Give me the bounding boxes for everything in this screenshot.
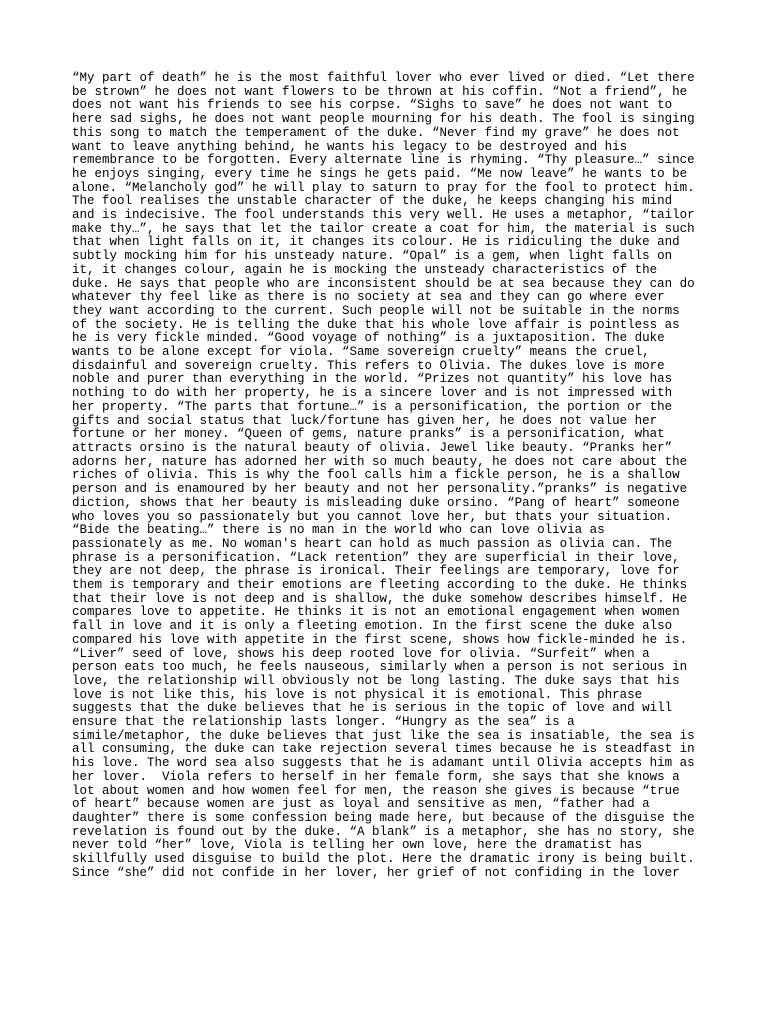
text-line: The fool realises the unstable character of the duke, he keeps changing his mind [72,194,673,209]
text-line: “Liver” seed of love, shows his deep rooted love for olivia. “Surfeit” when a [72,646,650,661]
text-line: wants to be alone except for viola. “Same sovereign cruelty” means the cruel, [72,345,650,360]
text-line: person eats too much, he feels nauseous, similarly when a person is not serious in [72,660,688,675]
text-line: they are not deep, the phrase is ironical. Their feelings are temporary, love for [72,564,680,579]
text-line: he is very fickle minded. “Good voyage of nothing” is a juxtaposition. The duke [72,331,665,346]
text-line: and is indecisive. The fool understands this very well. He uses a metaphor, “tailor [72,208,695,223]
text-line: compared his love with appetite in the first scene, shows how fickle-minded he is. [72,632,688,647]
text-line: compares love to appetite. He thinks it is not an emotional engagement when women [72,605,680,620]
text-line: it, it changes colour, again he is mocking the unsteady characteristics of the [72,262,658,277]
text-line: fall in love and it is only a fleeting emotion. In the first scene the duke also [72,619,673,634]
text-line: that their love is not deep and is shallow, the duke somehow describes himself. He [72,591,688,606]
text-line: “Bide the beating…” there is no man in the world who can love olivia as [72,523,605,538]
text-line: his love. The word sea also suggests that he is adamant until Olivia accepts him as [72,756,695,771]
text-line: that when light falls on it, it changes its colour. He is ridiculing the duke and [72,235,680,250]
text-line: of heart” because women are just as loyal and sensitive as men, “father had a [72,797,650,812]
text-line: passionately as me. No woman's heart can hold as much passion as olivia can. The [72,536,673,551]
text-line: alone. “Melancholy god” he will play to saturn to pray for the fool to protect him. [72,180,695,195]
text-line: duke. He says that people who are inconsistent should be at sea because they can do [72,276,695,291]
text-line: phrase is a personification. “Lack retention” they are superficial in their love, [72,550,680,565]
text-line: riches of olivia. This is why the fool calls him a fickle person, he is a shallow [72,468,680,483]
text-line: this song to match the temperament of the duke. “Never find my grave” he does not [72,125,680,140]
text-line: never told “her” love, Viola is telling her own love, here the dramatist has [72,838,643,853]
text-line: suggests that the duke believes that he is serious in the topic of love and will [72,701,673,716]
text-line: them is temporary and their emotions are fleeting according to the duke. He thinks [72,578,688,593]
text-line: revelation is found out by the duke. “A blank” is a metaphor, she has no story, she [72,824,695,839]
text-line: disdainful and sovereign cruelty. This refers to Olivia. The dukes love is more [72,358,665,373]
text-line: fortune or her money. “Queen of gems, nature pranks” is a personification, what [72,427,665,442]
text-line: all consuming, the duke can take rejection several times because he is steadfast in [72,742,695,757]
text-line: make thy…”, he says that let the tailor create a coat for him, the material is such [72,221,695,236]
text-line: he enjoys singing, every time he sings he gets paid. “Me now leave” he wants to be [72,166,688,181]
text-line: love, the relationship will obviously not be long lasting. The duke says that his [72,673,680,688]
text-line: “My part of death” he is the most faithful lover who ever lived or died. “Let there [72,71,695,85]
text-line: diction, shows that her beauty is misleading duke orsino. “Pang of heart” someone [72,495,680,510]
text-line: here sad sighs, he does not want people mourning for his death. The fool is singing [72,112,695,127]
text-line: of the society. He is telling the duke that his whole love affair is pointless as [72,317,680,332]
body-text [72,72,702,880]
text-line: Since “she” did not confide in her lover, her grief of not confiding in the lover [72,865,680,880]
text-line: simile/metaphor, the duke believes that just like the sea is insatiable, the sea is [72,728,695,743]
text-line: who loves you so passionately but you cannot love her, but thats your situation. [72,509,673,524]
text-line: does not want his friends to see his corpse. “Sighs to save” he does not want to [72,98,673,113]
text-line: whatever thy feel like as there is no society at sea and they can go where ever [72,290,665,305]
text-line: be strown” he does not want flowers to be thrown at his coffin. “Not a friend”, he [72,84,688,99]
text-line: gifts and social status that luck/fortune has given her, he does not value her [72,413,658,428]
text-line: love is not like this, his love is not physical it is emotional. This phrase [72,687,643,702]
text-line: subtly mocking him for his unsteady nature. “Opal” is a gem, when light falls on [72,249,673,264]
text-line: person and is enamoured by her beauty and not her personality.”pranks” is negative [72,482,688,497]
text-line: her property. “The parts that fortune…” is a personification, the portion or the [72,399,673,414]
text-line: adorns her, nature has adorned her with so much beauty, he does not care about the [72,454,688,469]
text-line: lot about women and how women feel for men, the reason she gives is because “true [72,783,680,798]
text-line: attracts orsino is the natural beauty of olivia. Jewel like beauty. “Pranks her” [72,440,673,455]
text-line: noble and purer than everything in the world. “Prizes not quantity” his love has [72,372,673,387]
text-line: daughter” there is some confession being made here, but because of the disguise the [72,810,695,825]
text-line: her lover. Viola refers to herself in her female form, she says that she knows a [72,769,680,784]
text-line: remembrance to be forgotten. Every alternate line is rhyming. “Thy pleasure…” since [72,153,695,168]
text-line: nothing to do with her property, he is a sincere lover and is not impressed with [72,386,673,401]
text-line: ensure that the relationship lasts longer. “Hungry as the sea” is a [72,715,575,730]
text-line: they want according to the current. Such people will not be suitable in the norms [72,303,680,318]
text-line: skillfully used disguise to build the plot. Here the dramatic irony is being built. [72,852,695,867]
text-line: want to leave anything behind, he wants his legacy to be destroyed and his [72,139,628,154]
